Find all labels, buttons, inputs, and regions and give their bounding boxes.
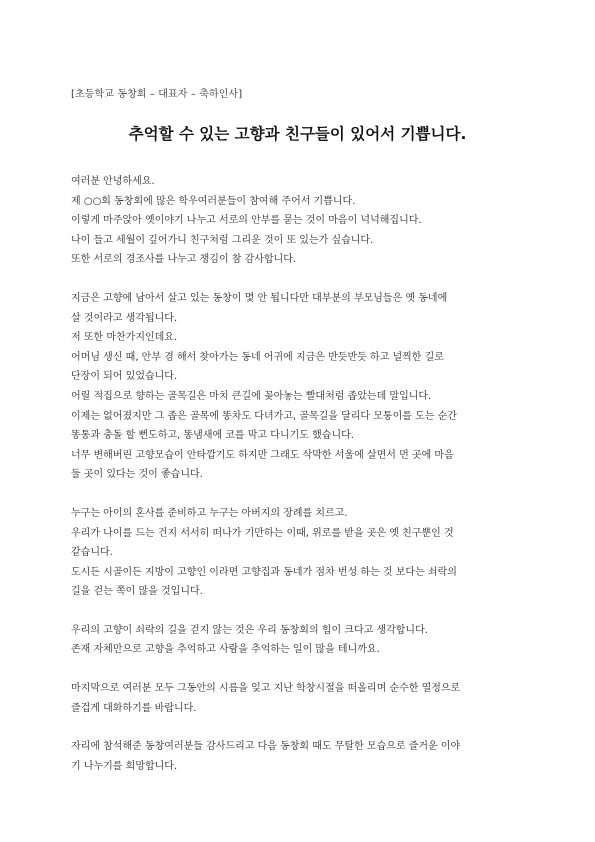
text-line: 도시든 시골이든 지방이 고향인 이라면 고향집과 동네가 점차 번성 하는 것 보다는 쇠락의 xyxy=(71,566,457,578)
text-line: 여러분 안녕하세요. xyxy=(71,176,155,187)
paragraph-spacer xyxy=(71,718,531,737)
text-line: 둘 곳이 있다는 것이 좋습니다. xyxy=(71,469,203,481)
paragraph-spacer xyxy=(71,270,531,289)
paragraph xyxy=(71,621,531,660)
text-line: 이렇게 마주앉아 옛이야기 나누고 서로의 안부를 묻는 것이 마음이 넉넉해집니다. xyxy=(71,215,422,227)
text-line: 또한 서로의 경조사를 나누고 챙김이 참 감사합니다. xyxy=(71,254,297,266)
document-title: 추억할 수 있는 고향과 친구들이 있어서 기쁩니다. xyxy=(128,125,467,143)
document-body xyxy=(71,172,531,776)
text-line: 기 나누기를 희망합니다. xyxy=(71,760,178,772)
text-line: 존재 자체만으로 고향을 추억하고 사람을 추억하는 일이 많을 테니까요. xyxy=(71,644,380,656)
text-line: 이제는 없어졌지만 그 좁은 골목에 똥차도 다녀가고, 골목길을 달리다 모퉁이를 도는 순간 xyxy=(71,410,457,422)
text-line: 길을 걷는 쪽이 많을 것입니다. xyxy=(71,586,203,598)
text-line: 우리의 고향이 쇠락의 길을 걷지 않는 것은 우리 동창회의 힘이 크다고 생각합니다. xyxy=(71,624,428,636)
text-line: 마지막으로 여러분 모두 그동안의 시름을 잊고 지난 학창시절을 떠올리며 순수한 열정으로 xyxy=(71,683,461,695)
document-header-tag: [초등학교 동창회 – 대표자 – 축하인사] xyxy=(71,89,243,100)
text-line: 똥통과 충돌 할 뻔도하고, 똥냄새에 코를 막고 다니기도 했습니다. xyxy=(71,430,354,442)
text-line: 나이 들고 세월이 깊어가니 친구처럼 그리운 것이 또 있는가 싶습니다. xyxy=(71,234,374,246)
text-line: 제 ○○회 동창회에 많은 학우여러분들이 참여해 주어서 기쁩니다. xyxy=(71,195,356,207)
text-line: 살 것이라고 생각됩니다. xyxy=(71,312,178,324)
paragraph xyxy=(71,504,531,602)
paragraph xyxy=(71,289,531,485)
text-line: 자리에 참석해준 동창여러분들 감사드리고 다음 동창회 때도 무탈한 모습으로 즐거운 이야 xyxy=(71,741,461,753)
text-line: 너무 변해버린 고향모습이 안타깝기도 하지만 그래도 삭막한 서울에 살면서 먼 곳에 마음 xyxy=(71,449,454,461)
text-line: 지금은 고향에 남아서 살고 있는 동창이 몇 안 됩니다만 대부분의 부모님들은 옛 동네에 xyxy=(71,292,448,304)
paragraph-spacer xyxy=(71,602,531,621)
text-line: 즐겁게 대화하기를 바랍니다. xyxy=(71,702,197,714)
text-line: 단장이 되어 있었습니다. xyxy=(71,371,178,383)
paragraph xyxy=(71,737,531,776)
paragraph xyxy=(71,679,531,718)
text-line: 누구는 아이의 혼사를 준비하고 누구는 아버지의 장례를 치르고. xyxy=(71,507,348,519)
text-line: 어릴 적집으로 향하는 골목길은 마치 큰길에 꽂아놓는 빨대처럼 좁았는데 말입니다. xyxy=(71,390,432,402)
paragraph-spacer xyxy=(71,485,531,504)
text-line: 같습니다. xyxy=(71,547,113,559)
paragraph xyxy=(71,172,531,270)
paragraph-spacer xyxy=(71,660,531,679)
text-line: 어머님 생신 때, 안부 겸 해서 찾아가는 동네 어귀에 지금은 반듯반듯 하고 널찍한 길로 xyxy=(71,351,444,363)
text-line: 저 또한 마찬가지인데요. xyxy=(71,332,178,344)
text-line: 우리가 나이를 드는 건지 서서히 떠나가 기만하는 이때, 위로를 받을 곳은 옛 친구뿐인 것 xyxy=(71,527,454,539)
